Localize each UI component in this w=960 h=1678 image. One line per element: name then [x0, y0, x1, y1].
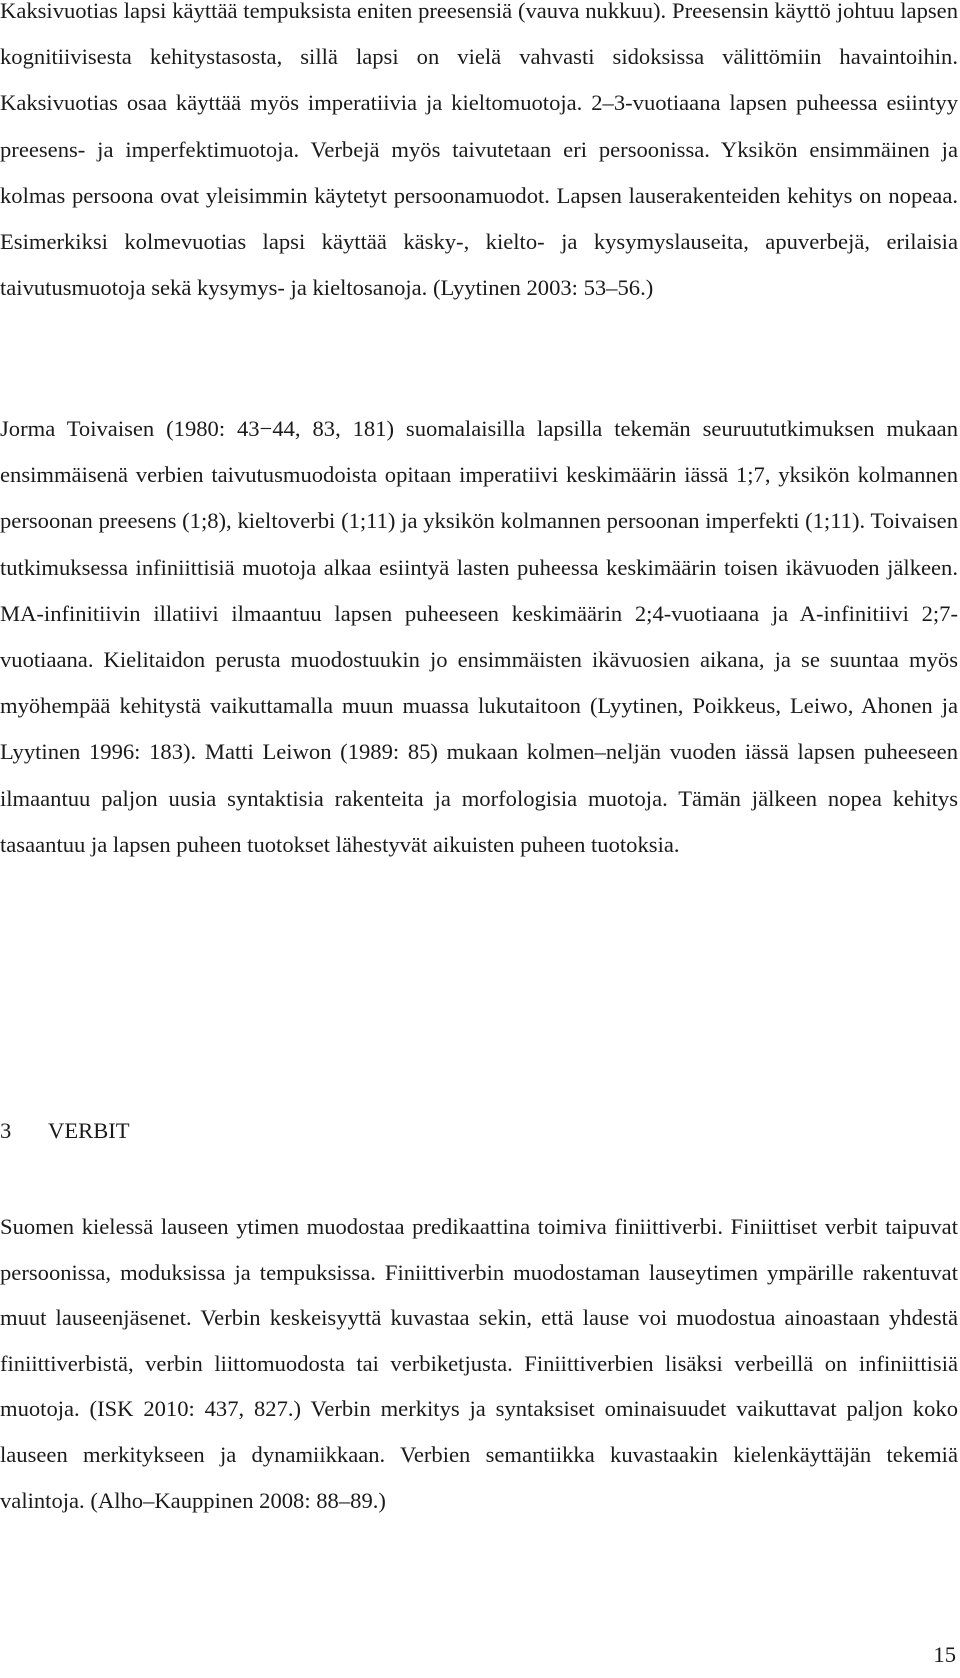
paragraph-child-tense-development: Kaksivuotias lapsi käyttää tempuksista eniten preesensiä (vauva nukkuu). Preesensin käyttö johtuu lapsen kognitiivisesta kehitystasosta, sillä lapsi on vielä vahvasti sidoksissa välittömiin havaintoihin. Kaksivuotias osaa käyttää myös imperatiivia ja kieltomuotoja. 2–3-vuotiaana lapsen puheessa esiintyy preesens- ja imperfektimuotoja. Verbejä myös taivutetaan eri persoonissa. Yksikön ensimmäinen ja kolmas persoona ovat yleisimmin käytetyt persoonamuodot. Lapsen lauserakenteiden kehitys on nopeaa. Esimerkiksi kolmevuotias lapsi käyttää käsky-, kielto- ja kysymyslauseita, apuverbejä, erilaisia taivutusmuotoja sekä kysymys- ja kieltosanoja. (Lyytinen 2003: 53–56.)	[0, 0, 958, 301]
paragraph-finite-verb: Suomen kielessä lauseen ytimen muodostaa predikaattina toimiva finiittiverbi. Finiittiset verbit taipuvat persoonissa, moduksissa ja tempuksissa. Finiittiverbin muodostaman lauseytimen ympärille rakentuvat muut lauseenjäsenet. Verbin keskeisyyttä kuvastaa sekin, että lause voi muodostua ainoastaan yhdestä finiittiverbistä, verbin liittomuodosta tai verbiketjusta. Finiittiverbien lisäksi verbeillä on infiniittisiä muotoja. (ISK 2010: 437, 827.) Verbin merkitys ja syntaksiset ominaisuudet vaikuttavat paljon koko lauseen merkitykseen ja dynamiikkaan. Verbien semantiikka kuvastaakin kielenkäyttäjän tekemiä valintoja. (Alho–Kauppinen 2008: 88–89.)	[0, 1214, 958, 1513]
paragraph-toivainen-study: Jorma Toivaisen (1980: 43−44, 83, 181) suomalaisilla lapsilla tekemän seuruututkimuksen mukaan ensimmäisenä verbien taivutusmuodoista opitaan imperatiivi keskimäärin iässä 1;7, yksikön kolmannen persoonan preesens (1;8), kieltoverbi (1;11) ja yksikön kolmannen persoonan imperfekti (1;11). Toivaisen tutkimuksessa infiniittisiä muotoja alkaa esiintyä lasten puheessa keskimäärin toisen ikävuoden jälkeen. MA-infinitiivin illatiivi ilmaantuu lapsen puheeseen keskimäärin 2;4-vuotiaana ja A-infinitiivi 2;7-vuotiaana. Kielitaidon perusta muodostuukin jo ensimmäisten ikävuosien aikana, ja se suuntaa myös myöhempää kehitystä vaikuttamalla muun muassa lukutaitoon (Lyytinen, Poikkeus, Leiwo, Ahonen ja Lyytinen 1996: 183). Matti Leiwon (1989: 85) mukaan kolmen–neljän vuoden iässä lapsen puheeseen ilmaantuu paljon uusia syntaktisia rakenteita ja morfologisia muotoja. Tämän jälkeen nopea kehitys tasaantuu ja lapsen puheen tuotokset lähestyvät aikuisten puheen tuotoksia.	[0, 416, 958, 857]
page-number: 15	[933, 1642, 956, 1667]
section-title: VERBIT	[48, 1118, 130, 1143]
section-number: 3	[0, 1118, 12, 1143]
section-heading	[0, 1108, 130, 1154]
